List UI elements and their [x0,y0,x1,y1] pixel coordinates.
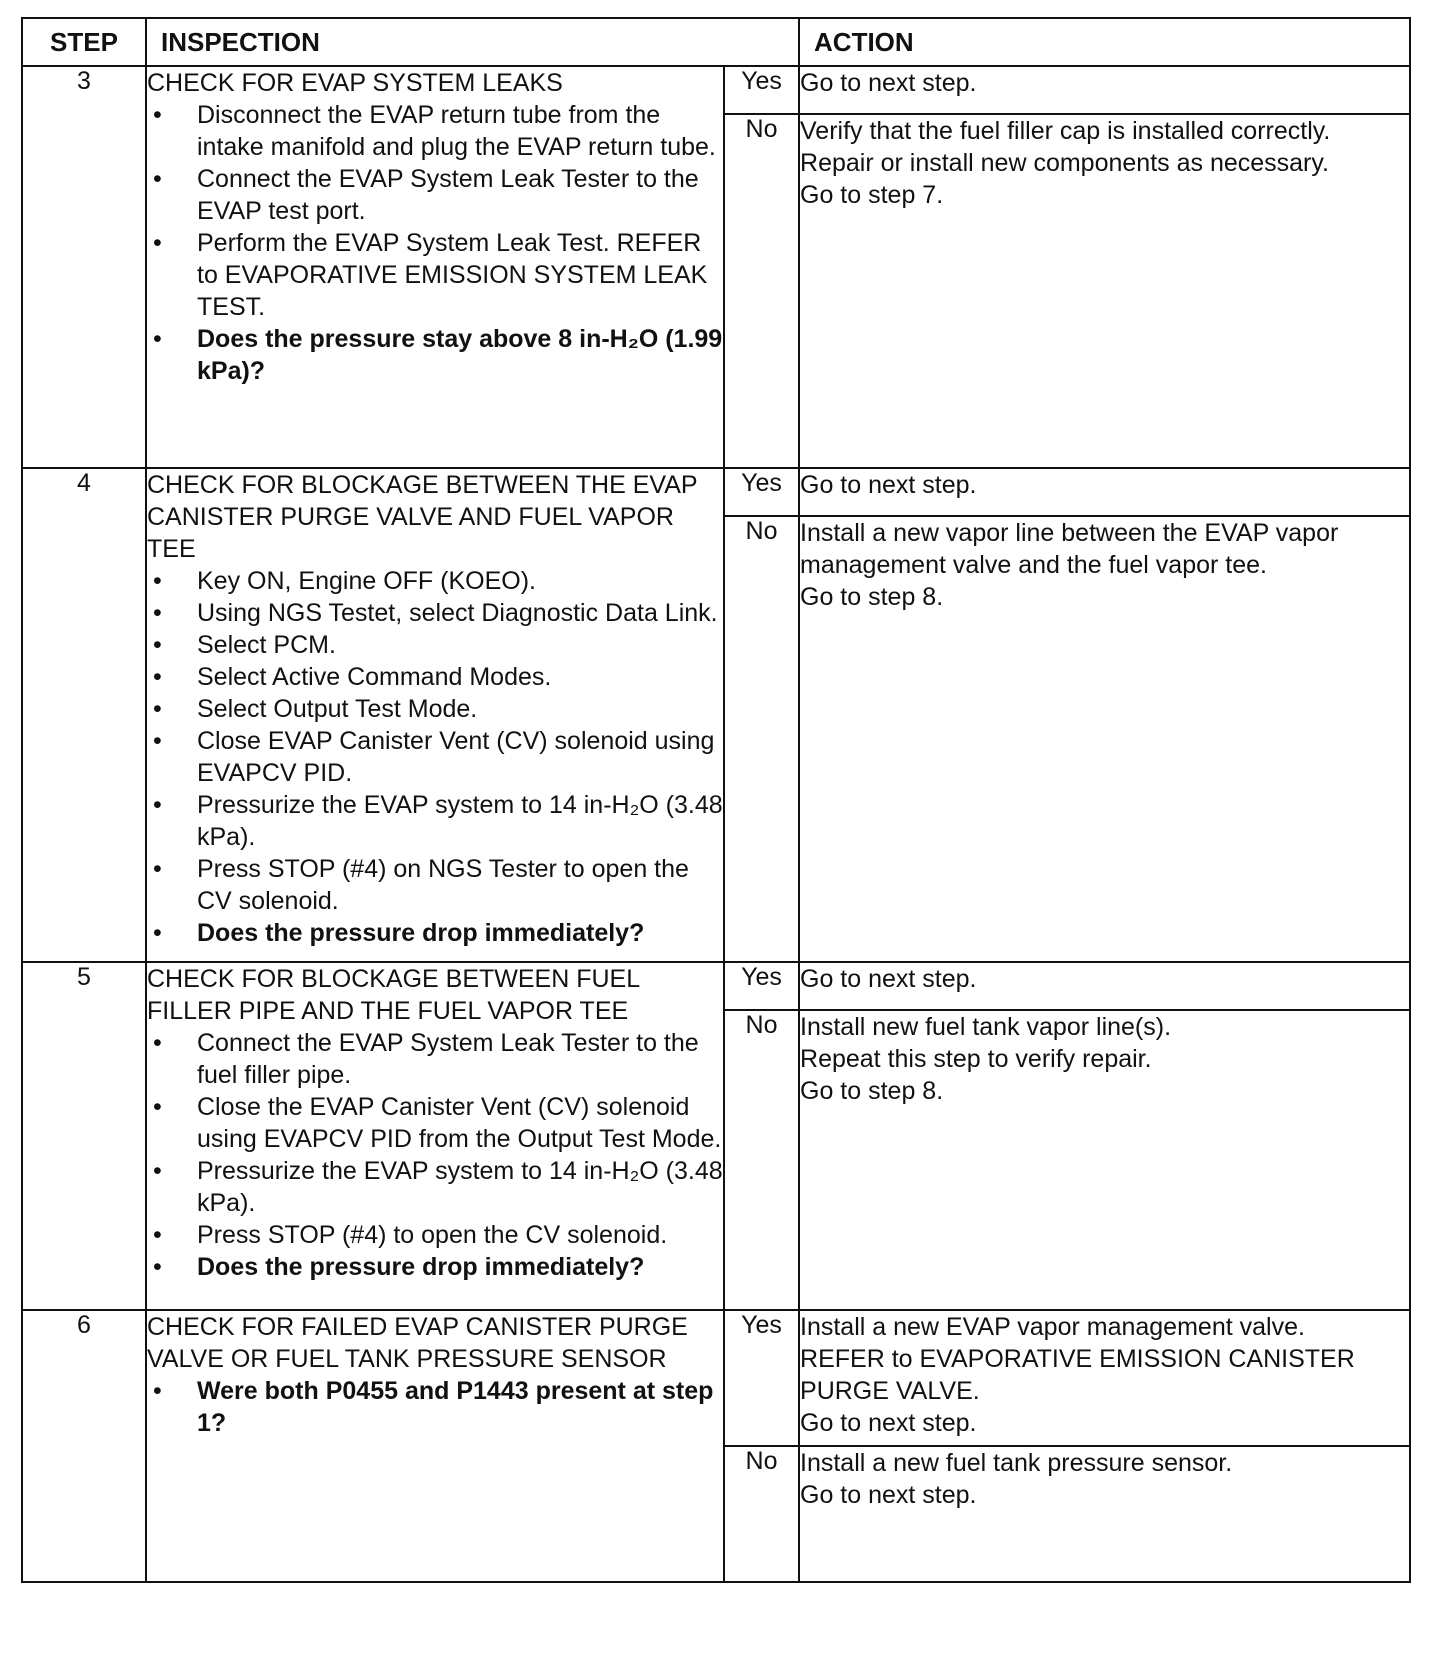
list-item [147,917,723,949]
bullet-text: Does the pressure stay above 8 in-H₂O (1.99 kPa)? [197,325,723,385]
bullet-text: Select Output Test Mode. [197,695,478,723]
list-item [147,1219,723,1251]
inspection-bullets [147,99,723,387]
no-label: No [724,516,799,962]
bullet-text: Does the pressure drop immediately? [197,919,645,947]
bullet-icon: • [153,727,162,755]
action-line: Repeat this step to verify repair. [800,1045,1152,1073]
inspection-title: CHECK FOR BLOCKAGE BETWEEN FUEL FILLER PIPE AND THE FUEL VAPOR TEE [147,965,640,1025]
bullet-icon: • [153,695,162,723]
table-body [22,66,1410,1582]
action-line: Install new fuel tank vapor line(s). [800,1013,1172,1041]
inspection-cell [146,468,724,962]
bullet-text: Connect the EVAP System Leak Tester to the fuel filler pipe. [197,1029,699,1089]
no-label: No [724,1446,799,1582]
list-item [147,597,723,629]
inspection-header: INSPECTION [146,18,799,66]
action-line: Go to next step. [800,1409,977,1437]
list-item [147,629,723,661]
yes-label: Yes [724,468,799,516]
step-number: 4 [22,468,146,962]
bullet-text: Using NGS Testet, select Diagnostic Data Link. [197,599,718,627]
bullet-icon: • [153,1029,162,1057]
inspection-cell [146,1310,724,1582]
list-item [147,323,723,387]
table-row [22,468,1410,516]
action-line: Verify that the fuel filler cap is installed correctly. [800,117,1331,145]
table-row [22,66,1410,114]
action-line: Go to step 8. [800,583,944,611]
bullet-icon: • [153,165,162,193]
list-item [147,1155,723,1219]
bullet-icon: • [153,1377,162,1405]
bullet-icon: • [153,1157,162,1185]
list-item [147,99,723,163]
bullet-icon: • [153,567,162,595]
bullet-icon: • [153,599,162,627]
no-action [799,114,1410,468]
yes-action [799,962,1410,1010]
no-action [799,516,1410,962]
bullet-icon: • [153,791,162,819]
yes-label: Yes [724,66,799,114]
no-label: No [724,114,799,468]
bullet-icon: • [153,631,162,659]
action-line: Go to next step. [800,69,977,97]
inspection-bullets [147,1375,723,1439]
yes-label: Yes [724,1310,799,1446]
action-header: ACTION [799,18,1410,66]
inspection-bullets [147,1027,723,1283]
bullet-icon: • [153,663,162,691]
bullet-text: Disconnect the EVAP return tube from the intake manifold and plug the EVAP return tube. [197,101,716,161]
inspection-cell [146,66,724,468]
bullet-text: Perform the EVAP System Leak Test. REFER to EVAPORATIVE EMISSION SYSTEM LEAK TEST. [197,229,708,321]
bullet-icon: • [153,101,162,129]
action-line: Install a new EVAP vapor management valve. [800,1313,1305,1341]
step-number: 3 [22,66,146,468]
action-line: Go to step 7. [800,181,944,209]
bullet-text: Press STOP (#4) on NGS Tester to open the CV solenoid. [197,855,689,915]
bullet-text: Close the EVAP Canister Vent (CV) solenoid using EVAPCV PID from the Output Test Mode. [197,1093,722,1153]
bullet-text: Connect the EVAP System Leak Tester to the EVAP test port. [197,165,699,225]
table-row [22,962,1410,1010]
bullet-text: Pressurize the EVAP system to 14 in-H₂O (3.48 kPa). [197,1157,723,1217]
yes-label: Yes [724,962,799,1010]
bullet-text: Select PCM. [197,631,336,659]
action-line: Go to next step. [800,1481,977,1509]
list-item [147,693,723,725]
list-item [147,1027,723,1091]
list-item [147,725,723,789]
action-line: Install a new vapor line between the EVAP vapor management valve and the fuel vapor tee. [800,519,1339,579]
inspection-bullets [147,565,723,949]
no-action [799,1010,1410,1310]
list-item [147,163,723,227]
list-item [147,853,723,917]
diagnostic-table [21,17,1411,1583]
list-item [147,1251,723,1283]
bullet-icon: • [153,1253,162,1281]
inspection-title: CHECK FOR BLOCKAGE BETWEEN THE EVAP CANISTER PURGE VALVE AND FUEL VAPOR TEE [147,471,698,563]
bullet-text: Pressurize the EVAP system to 14 in-H₂O (3.48 kPa). [197,791,723,851]
step-header: STEP [22,18,146,66]
inspection-title: CHECK FOR EVAP SYSTEM LEAKS [147,69,563,97]
bullet-text: Select Active Command Modes. [197,663,552,691]
step-number: 6 [22,1310,146,1582]
yes-action [799,468,1410,516]
yes-action [799,66,1410,114]
table-row [22,1310,1410,1446]
bullet-text: Were both P0455 and P1443 present at step 1? [197,1377,714,1437]
list-item [147,789,723,853]
no-action [799,1446,1410,1582]
header-row [22,18,1410,66]
action-line: REFER to EVAPORATIVE EMISSION CANISTER PURGE VALVE. [800,1345,1355,1405]
step-number: 5 [22,962,146,1310]
bullet-icon: • [153,1093,162,1121]
bullet-text: Press STOP (#4) to open the CV solenoid. [197,1221,668,1249]
bullet-icon: • [153,855,162,883]
no-label: No [724,1010,799,1310]
list-item [147,1375,723,1439]
bullet-text: Does the pressure drop immediately? [197,1253,645,1281]
action-line: Go to next step. [800,471,977,499]
bullet-icon: • [153,1221,162,1249]
list-item [147,565,723,597]
bullet-text: Key ON, Engine OFF (KOEO). [197,567,536,595]
list-item [147,1091,723,1155]
bullet-text: Close EVAP Canister Vent (CV) solenoid using EVAPCV PID. [197,727,715,787]
action-line: Go to step 8. [800,1077,944,1105]
action-line: Go to next step. [800,965,977,993]
bullet-icon: • [153,919,162,947]
action-line: Install a new fuel tank pressure sensor. [800,1449,1233,1477]
action-line: Repair or install new components as necessary. [800,149,1329,177]
yes-action [799,1310,1410,1446]
inspection-cell [146,962,724,1310]
inspection-title: CHECK FOR FAILED EVAP CANISTER PURGE VALVE OR FUEL TANK PRESSURE SENSOR [147,1313,688,1373]
list-item [147,661,723,693]
bullet-icon: • [153,229,162,257]
list-item [147,227,723,323]
bullet-icon: • [153,325,162,353]
